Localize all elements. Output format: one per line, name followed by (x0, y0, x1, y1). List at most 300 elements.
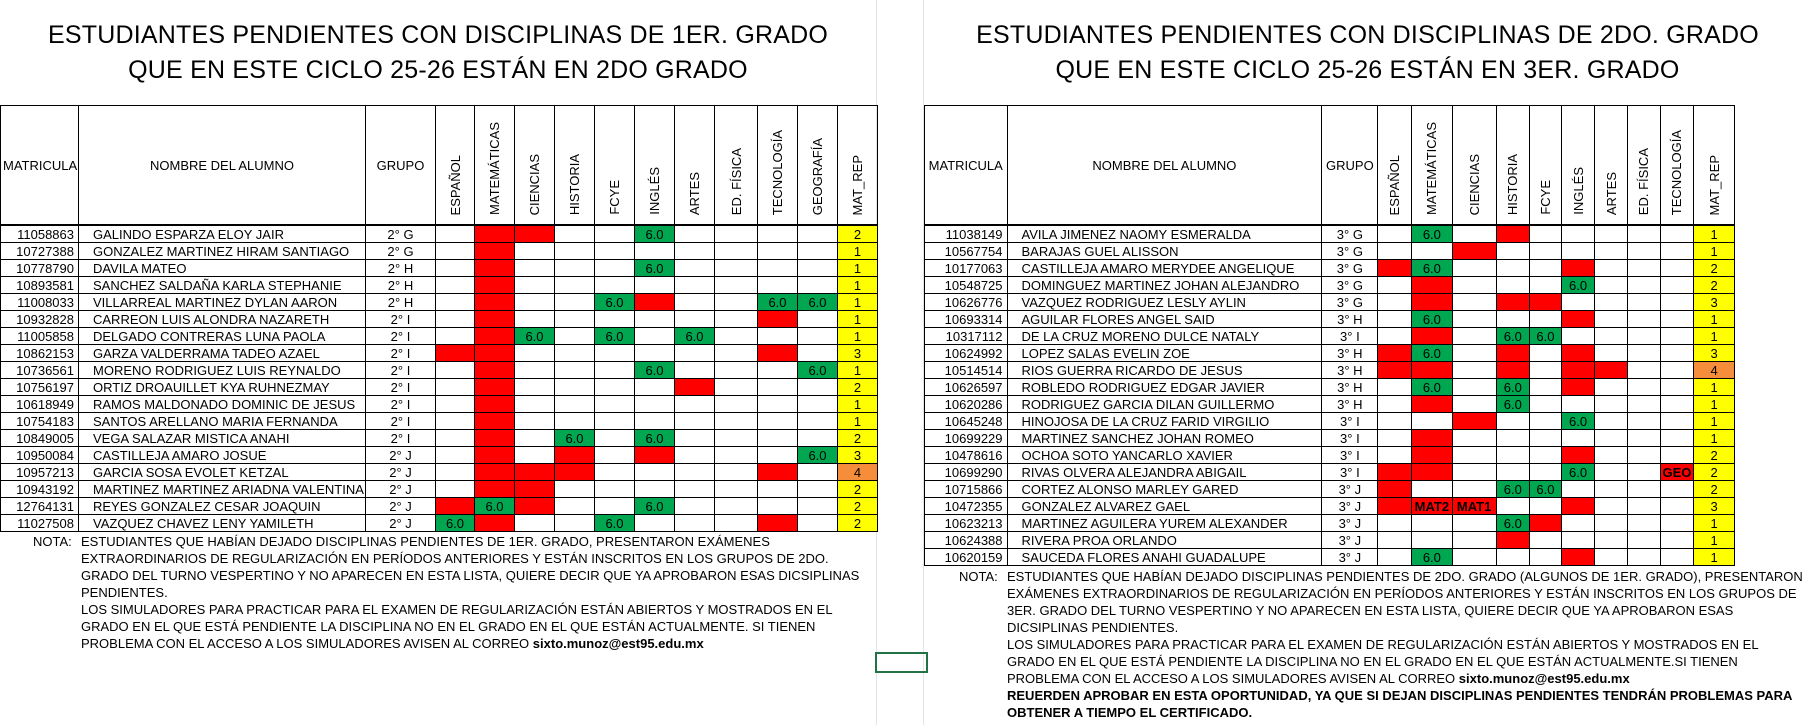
cell-subject (675, 345, 715, 362)
cell-nombre: MARTINEZ MARTINEZ ARIADNA VALENTINA (79, 481, 366, 498)
cell-grupo: 3° J (1322, 515, 1378, 532)
table-row (925, 328, 1735, 345)
left-title-line2: QUE EN ESTE CICLO 25-26 ESTÁN EN 2DO GRADO (128, 56, 748, 84)
cell-subject (1561, 481, 1595, 498)
cell-subject: 3 (838, 447, 878, 464)
header-subject (838, 106, 878, 226)
cell-subject (1660, 379, 1694, 396)
cell-grupo: 3° J (1322, 549, 1378, 566)
cell-subject: 6.0 (1411, 549, 1452, 566)
cell-subject: 6.0 (1561, 413, 1595, 430)
table-row (925, 447, 1735, 464)
table-row (1, 481, 878, 498)
cell-subject: 6.0 (798, 294, 838, 311)
cell-subject: 2 (838, 481, 878, 498)
cell-subject: 1 (838, 243, 878, 260)
cell-subject: 4 (1694, 362, 1735, 379)
cell-nombre: CARREON LUIS ALONDRA NAZARETH (79, 311, 366, 328)
right-email: sixto.munoz@est95.edu.mx (1458, 671, 1630, 686)
cell-nombre: GARCIA SOSA EVOLET KETZAL (79, 464, 366, 481)
cell-grupo: 2° I (366, 379, 436, 396)
cell-subject (475, 515, 515, 532)
cell-subject (1660, 413, 1694, 430)
cell-matricula: 10699290 (925, 464, 1008, 481)
cell-grupo: 3° H (1322, 379, 1378, 396)
cell-grupo: 3° G (1322, 294, 1378, 311)
cell-subject (798, 430, 838, 447)
cell-subject: 1 (1694, 430, 1735, 447)
cell-subject (595, 447, 635, 464)
header-subject (1411, 106, 1452, 226)
cell-subject (1561, 243, 1595, 260)
cell-subject (1378, 413, 1412, 430)
table-row (925, 464, 1735, 481)
cell-subject: 4 (838, 464, 878, 481)
cell-subject (635, 379, 675, 396)
cell-subject (715, 430, 758, 447)
cell-subject (1530, 464, 1562, 481)
cell-subject: 3 (1694, 345, 1735, 362)
cell-subject (1595, 379, 1628, 396)
cell-subject: 6.0 (1411, 260, 1452, 277)
cell-subject (1411, 294, 1452, 311)
cell-subject (515, 294, 555, 311)
cell-subject (675, 498, 715, 515)
header-subject-label: ESPAÑOL (1387, 154, 1403, 215)
cell-subject: 6.0 (436, 515, 475, 532)
cell-subject (515, 464, 555, 481)
cell-subject (1627, 277, 1660, 294)
cell-subject (515, 243, 555, 260)
cell-nombre: GONZALEZ ALVAREZ GAEL (1007, 498, 1322, 515)
cell-matricula: 10754183 (1, 413, 79, 430)
cell-subject (555, 481, 595, 498)
cell-grupo: 2° G (366, 243, 436, 260)
cell-subject (1530, 532, 1562, 549)
selected-cell[interactable] (875, 652, 928, 673)
left-note-label: NOTA: (33, 534, 72, 549)
cell-matricula: 11038149 (925, 225, 1008, 243)
header-subject (515, 106, 555, 226)
cell-subject: 1 (1694, 311, 1735, 328)
cell-subject (715, 515, 758, 532)
cell-subject (1660, 515, 1694, 532)
cell-subject (715, 447, 758, 464)
cell-subject (715, 311, 758, 328)
cell-subject (555, 294, 595, 311)
cell-subject (1496, 498, 1530, 515)
cell-subject (475, 277, 515, 294)
cell-subject: 6.0 (635, 498, 675, 515)
cell-subject (715, 379, 758, 396)
cell-subject: 1 (1694, 225, 1735, 243)
header-subject-label: MAT_REP (1706, 154, 1722, 215)
header-matricula: MATRICULA (925, 106, 1008, 226)
header-subject (798, 106, 838, 226)
cell-subject (1378, 260, 1412, 277)
cell-subject (555, 362, 595, 379)
header-subject (715, 106, 758, 226)
cell-subject (1452, 362, 1496, 379)
cell-subject (758, 311, 798, 328)
header-subject-label: FCYE (1537, 180, 1553, 215)
cell-subject: 6.0 (635, 260, 675, 277)
cell-subject (1378, 345, 1412, 362)
header-subject (675, 106, 715, 226)
cell-subject (635, 481, 675, 498)
cell-subject (758, 396, 798, 413)
cell-subject: 1 (838, 294, 878, 311)
cell-subject (1561, 328, 1595, 345)
cell-subject (1595, 447, 1628, 464)
cell-subject: 2 (838, 515, 878, 532)
cell-subject (1530, 379, 1562, 396)
cell-subject (1660, 345, 1694, 362)
cell-subject (1595, 515, 1628, 532)
cell-subject (475, 345, 515, 362)
cell-subject: 6.0 (1411, 345, 1452, 362)
header-subject-label: TECNOLOGÍA (1669, 129, 1685, 215)
table-row (1, 243, 878, 260)
cell-subject (1530, 243, 1562, 260)
cell-matricula: 10177063 (925, 260, 1008, 277)
cell-subject (515, 396, 555, 413)
cell-subject (1660, 225, 1694, 243)
cell-matricula: 11027508 (1, 515, 79, 532)
cell-subject (798, 515, 838, 532)
cell-nombre: GONZALEZ MARTINEZ HIRAM SANTIAGO (79, 243, 366, 260)
cell-subject (1561, 260, 1595, 277)
cell-grupo: 2° H (366, 294, 436, 311)
table-row (925, 277, 1735, 294)
table-row (925, 311, 1735, 328)
cell-subject (635, 515, 675, 532)
header-subject-label: GEOGRAFÍA (810, 137, 825, 215)
cell-subject: 2 (838, 225, 878, 243)
cell-nombre: VAZQUEZ CHAVEZ LENY YAMILETH (79, 515, 366, 532)
cell-subject (675, 481, 715, 498)
cell-subject: 6.0 (798, 362, 838, 379)
cell-matricula: 10472355 (925, 498, 1008, 515)
cell-subject (555, 260, 595, 277)
cell-subject (675, 294, 715, 311)
cell-subject: 1 (838, 328, 878, 345)
cell-subject (1411, 396, 1452, 413)
cell-subject (1561, 345, 1595, 362)
cell-subject: 1 (838, 396, 878, 413)
left-table-body (1, 106, 878, 532)
cell-subject (436, 311, 475, 328)
cell-subject (555, 396, 595, 413)
cell-subject (1561, 430, 1595, 447)
cell-subject (436, 294, 475, 311)
cell-subject (1595, 311, 1628, 328)
cell-subject (1496, 277, 1530, 294)
cell-matricula: 10693314 (925, 311, 1008, 328)
cell-subject (1452, 225, 1496, 243)
cell-subject (1378, 362, 1412, 379)
cell-subject: 2 (1694, 447, 1735, 464)
cell-subject (675, 362, 715, 379)
cell-subject (555, 498, 595, 515)
cell-nombre: DOMINGUEZ MARTINEZ JOHAN ALEJANDRO (1007, 277, 1322, 294)
cell-matricula: 10893581 (1, 277, 79, 294)
cell-subject (1595, 277, 1628, 294)
cell-subject (798, 396, 838, 413)
cell-subject (436, 362, 475, 379)
cell-subject (475, 328, 515, 345)
cell-subject (715, 294, 758, 311)
cell-subject (1595, 260, 1628, 277)
cell-subject: 6.0 (1411, 379, 1452, 396)
cell-nombre: GARZA VALDERRAMA TADEO AZAEL (79, 345, 366, 362)
cell-grupo: 2° I (366, 413, 436, 430)
header-subject (635, 106, 675, 226)
cell-subject (675, 277, 715, 294)
cell-subject (515, 379, 555, 396)
cell-matricula: 10645248 (925, 413, 1008, 430)
cell-subject (798, 379, 838, 396)
cell-subject (436, 447, 475, 464)
cell-subject (1595, 430, 1628, 447)
cell-subject (555, 243, 595, 260)
cell-nombre: GALINDO ESPARZA ELOY JAIR (79, 225, 366, 243)
cell-subject (1561, 498, 1595, 515)
cell-subject (1411, 413, 1452, 430)
cell-subject (715, 413, 758, 430)
cell-subject (1378, 396, 1412, 413)
cell-matricula: 10727388 (1, 243, 79, 260)
table-row (1, 362, 878, 379)
cell-nombre: ROBLEDO RODRIGUEZ EDGAR JAVIER (1007, 379, 1322, 396)
cell-subject (555, 464, 595, 481)
cell-matricula: 11005858 (1, 328, 79, 345)
cell-grupo: 3° I (1322, 464, 1378, 481)
cell-subject (758, 498, 798, 515)
cell-nombre: REYES GONZALEZ CESAR JOAQUIN (79, 498, 366, 515)
cell-subject: 1 (1694, 515, 1735, 532)
cell-matricula: 10849005 (1, 430, 79, 447)
header-subject (436, 106, 475, 226)
cell-nombre: RODRIGUEZ GARCIA DILAN GUILLERMO (1007, 396, 1322, 413)
table-row (925, 396, 1735, 413)
cell-nombre: VILLARREAL MARTINEZ DYLAN AARON (79, 294, 366, 311)
header-subject (1561, 106, 1595, 226)
header-subject-label: ESPAÑOL (447, 154, 463, 215)
cell-nombre: MORENO RODRIGUEZ LUIS REYNALDO (79, 362, 366, 379)
header-subject (1627, 106, 1660, 226)
cell-subject (675, 464, 715, 481)
cell-subject: 1 (1694, 328, 1735, 345)
cell-subject (1595, 413, 1628, 430)
right-note-text2: LOS SIMULADORES PARA PRACTICAR PARA EL EXAMEN DE REGULARIZACIÓN ESTÁN ABIERTOS Y MOSTRADOS EN EL GRADO EN EL QUE ESTÁ PENDIENTE LA DISCIPLINA NO EN EL GRADO EN EL QUE ESTÁN ACTUALMENTE.SI TIENEN PROBLEMA CON EL ACCESO A LOS SIMULADORES AVISEN AL CORREO sixto.munoz@est95.edu.mx (1007, 637, 1759, 686)
table-row (1, 396, 878, 413)
cell-subject: 6.0 (1496, 396, 1530, 413)
table-row (925, 532, 1735, 549)
cell-subject (595, 396, 635, 413)
left-note (33, 533, 878, 653)
cell-subject (798, 345, 838, 362)
cell-subject: 6.0 (675, 328, 715, 345)
cell-subject (1378, 328, 1412, 345)
cell-subject (675, 379, 715, 396)
cell-subject: 2 (1694, 260, 1735, 277)
cell-subject (1595, 345, 1628, 362)
header-nombre: NOMBRE DEL ALUMNO (79, 106, 366, 226)
cell-subject (1530, 447, 1562, 464)
cell-subject (715, 243, 758, 260)
table-row (925, 260, 1735, 277)
cell-subject (1595, 481, 1628, 498)
cell-subject (1561, 362, 1595, 379)
cell-matricula: 10624992 (925, 345, 1008, 362)
cell-nombre: ORTIZ DROAUILLET KYA RUHNEZMAY (79, 379, 366, 396)
cell-subject (675, 447, 715, 464)
cell-subject (1627, 430, 1660, 447)
cell-subject (555, 447, 595, 464)
cell-subject: 6.0 (635, 362, 675, 379)
cell-nombre: RAMOS MALDONADO DOMINIC DE JESUS (79, 396, 366, 413)
cell-subject (515, 481, 555, 498)
left-header-row (1, 106, 878, 226)
cell-subject (1627, 225, 1660, 243)
cell-subject: 2 (838, 430, 878, 447)
cell-subject: 2 (1694, 464, 1735, 481)
cell-subject (1452, 515, 1496, 532)
cell-subject (475, 379, 515, 396)
table-row (1, 225, 878, 243)
cell-subject (1660, 498, 1694, 515)
cell-subject (1561, 225, 1595, 243)
cell-subject: 6.0 (798, 447, 838, 464)
cell-subject (1530, 413, 1562, 430)
cell-subject (798, 243, 838, 260)
cell-subject (715, 225, 758, 243)
cell-subject (515, 413, 555, 430)
cell-matricula: 10548725 (925, 277, 1008, 294)
cell-grupo: 2° I (366, 345, 436, 362)
cell-nombre: RIOS GUERRA RICARDO DE JESUS (1007, 362, 1322, 379)
cell-subject: 6.0 (555, 430, 595, 447)
cell-matricula: 10736561 (1, 362, 79, 379)
cell-subject: 6.0 (1496, 328, 1530, 345)
cell-subject (1660, 430, 1694, 447)
cell-subject (436, 260, 475, 277)
header-subject (1694, 106, 1735, 226)
cell-subject (555, 515, 595, 532)
cell-subject (758, 260, 798, 277)
cell-subject: 3 (838, 345, 878, 362)
cell-subject (798, 464, 838, 481)
cell-subject: 6.0 (595, 515, 635, 532)
cell-subject (1452, 277, 1496, 294)
cell-subject (1561, 532, 1595, 549)
cell-matricula: 10317112 (925, 328, 1008, 345)
table-row (925, 243, 1735, 260)
cell-subject (1452, 464, 1496, 481)
cell-subject (1496, 311, 1530, 328)
table-row (925, 549, 1735, 566)
cell-subject (1530, 362, 1562, 379)
cell-grupo: 3° I (1322, 447, 1378, 464)
cell-subject (1496, 362, 1530, 379)
table-row (1, 430, 878, 447)
cell-subject (1452, 413, 1496, 430)
cell-grupo: 3° H (1322, 345, 1378, 362)
cell-subject (475, 225, 515, 243)
cell-subject (635, 464, 675, 481)
table-row (1, 379, 878, 396)
cell-grupo: 2° I (366, 430, 436, 447)
cell-subject (1660, 294, 1694, 311)
cell-subject (595, 260, 635, 277)
cell-nombre: CASTILLEJA AMARO MERYDEE ANGELIQUE (1007, 260, 1322, 277)
cell-nombre: BARAJAS GUEL ALISSON (1007, 243, 1322, 260)
cell-grupo: 3° I (1322, 430, 1378, 447)
cell-subject (1530, 345, 1562, 362)
cell-subject (1378, 549, 1412, 566)
table-row (1, 345, 878, 362)
cell-subject (555, 379, 595, 396)
header-subject (1496, 106, 1530, 226)
cell-subject (595, 498, 635, 515)
header-subject (595, 106, 635, 226)
cell-subject (1660, 311, 1694, 328)
right-title-line1: ESTUDIANTES PENDIENTES CON DISCIPLINAS DE 2DO. GRADO (976, 21, 1759, 49)
cell-matricula: 10623213 (925, 515, 1008, 532)
cell-subject (798, 498, 838, 515)
cell-subject (798, 413, 838, 430)
table-row (925, 362, 1735, 379)
cell-subject (1378, 481, 1412, 498)
cell-subject: 6.0 (475, 498, 515, 515)
cell-subject (635, 447, 675, 464)
table-row (925, 379, 1735, 396)
left-table (0, 105, 878, 532)
cell-subject: 1 (1694, 379, 1735, 396)
cell-subject: 1 (838, 260, 878, 277)
cell-subject (715, 498, 758, 515)
cell-subject (515, 515, 555, 532)
cell-nombre: CASTILLEJA AMARO JOSUE (79, 447, 366, 464)
cell-nombre: OCHOA SOTO YANCARLO XAVIER (1007, 447, 1322, 464)
cell-subject (555, 328, 595, 345)
cell-subject (1530, 277, 1562, 294)
cell-nombre: SAUCEDA FLORES ANAHI GUADALUPE (1007, 549, 1322, 566)
cell-subject (715, 464, 758, 481)
cell-subject (1595, 498, 1628, 515)
header-subject (1660, 106, 1694, 226)
cell-subject (1627, 362, 1660, 379)
cell-subject (1627, 515, 1660, 532)
cell-grupo: 2° H (366, 260, 436, 277)
cell-subject (1595, 464, 1628, 481)
left-title (0, 18, 876, 88)
cell-subject (1378, 498, 1412, 515)
cell-nombre: MARTINEZ AGUILERA YUREM ALEXANDER (1007, 515, 1322, 532)
cell-subject (1530, 430, 1562, 447)
cell-matricula: 11008033 (1, 294, 79, 311)
cell-subject (758, 328, 798, 345)
cell-subject (715, 345, 758, 362)
header-subject-label: ARTES (1603, 171, 1619, 215)
cell-subject (1452, 243, 1496, 260)
cell-subject (436, 345, 475, 362)
cell-subject (1496, 243, 1530, 260)
cell-subject (675, 430, 715, 447)
cell-subject (798, 328, 838, 345)
table-row (925, 430, 1735, 447)
